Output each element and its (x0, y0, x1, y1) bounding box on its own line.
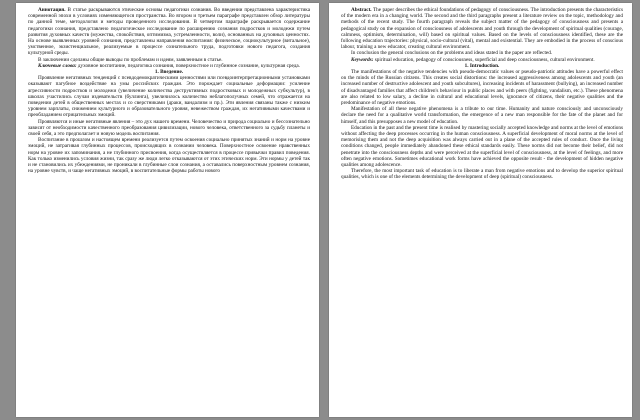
section-heading: 1. Introduction. (464, 62, 500, 69)
page-russian (16, 3, 319, 417)
keywords-text: spiritual education, pedagogy of consciousness, superficial and deep consciousness, cultural environment. (374, 56, 595, 63)
keywords-label: Ключевые слова: (38, 62, 77, 69)
body-paragraph: Проявление негативных тенденций с псевдодемократическими ценностями или псевдоинтерпретационными установками оказывают пагубное воздействие на умы российских граждан. Это порождает социальные деформации: усиление агрессивности подростков и молодежи (увеличение количества деструктивных подростковых и молодежных субкультур), в школах участились случаи издевательств (буллинга), увеличилось количество неблагополучных семей, что отражается на поведении детей в общественных местах и со сверстниками (драки, вандализм и пр.). Эти явления связаны также с низким уровнем зарплаты, снижением культурного и образовательного уровня, невежеством граждан, их негативными качествами и преобладанием отрицательных эмоций. (28, 75, 310, 119)
abstract-label: Аннотация. (38, 7, 66, 13)
keywords-paragraph (341, 57, 623, 63)
abstract-paragraph (341, 7, 623, 50)
conclusion-paragraph: В заключении сделаны общие выводы по проблемам и идеям, заявленным в статье. (38, 56, 223, 63)
section-heading: 1. Введение. (154, 69, 184, 76)
body-paragraph: Therefore, the most important task of education is to liberate a man from negative emotions and to develop the superior spiritual qualities, which is one of the elements determining the development of deep (spiritual) consciousness. (341, 168, 623, 181)
keywords-label: Keywords: (351, 56, 374, 63)
body-paragraph: Проявляются и иные негативные явления – это дух нашего времени. Человечество и природа социально и бессознательно зависят от необходимости качественного преобразования цивилизации, нового человека, ответственного за судьбу планеты и своей себя, а это предполагает и новую модель воспитания. (28, 118, 310, 138)
conclusion-paragraph: In conclusion the general conclusions on the problems and ideas stated in the paper are reflected. (351, 50, 553, 57)
body-paragraph: Education in the past and the present time is realised by mastering socially accepted knowledge and norms at the level of emotions without affecting the deep processes occurring in the human consciousness. A superficial development of moral norms at the level of memorising them and not the deep acquisition was always carried out in a plane of the accepted rules of conduct. Once the living conditions changed, people immediately abandoned these ethical standards easily. These norms did not become their belief, did not penetrate into the consciousness depths and were perceived at the superficial level of consciousness, at the level of feelings, and more often negative emotions. Sometimes educational work forms have achieved the opposite result - the development of hidden negative qualities among adolescence. (341, 124, 623, 169)
body-paragraph: Воспитание в прошлом и настоящем времени реализуется путем освоения социально принятых знаний и норм на уровне эмоций, не затрагивая глубинных процессов, происходящих в сознании человека. Поверхностное освоение нравственных норм на уровне их запоминания, а не глубинного присвоения, когда осуществляется в процессе привычки правил поведения. Как только изменились условия жизни, так сразу же люди легко отказываются от этих этических норм. Эти нормы у детей так и не становились их убеждениями, не проникали в глубинные слои сознания, а оставались поверхностным уровнем сознания, на уровне чувств, и чаще негативных эмоций, в воспитательные формы работы нового (28, 137, 310, 175)
keywords-text: духовное воспитание, педагогика сознания, поверхностное и глубинное сознание, культурная среда. (77, 62, 300, 69)
abstract-label: Abstract. (351, 7, 372, 13)
body-paragraph: The manifestations of the negative tendencies with pseudo-democratic values or pseudo-patriotic attitudes have a powerful effect on the minds of the Russian citizens. This creates social distortions: the increased aggressiveness among adolescents and youth (an increased number of destructive adolescent and youth subcultures), increasing incidents of harassment (bullying), an increased number of disadvantaged families that affect children's behaviour in public places and with peers (fighting, vandalism, etc.). These phenomena are also related to low salary, a decline in cultural and educational levels, ignorance of citizens, their negative qualities and the predominance of negative emotions. (341, 69, 623, 107)
abstract-text: The paper describes the ethical foundations of pedagogy of consciousness. The introduction presents the characteristics of the modern era in a changing world. The second and the third paragraphs present a literature review on the topic, methodology and methods of the recent study. The fourth paragraph reveals the subject matter of the pedagogy of consciousness and presents a pedagogical study on the expansion of consciousness of adolescents and youth through the development of spiritual qualities (courage, calmness, optimism, determination, will) based on spiritual values. Based on the levels of consciousness identified, these are the following education trajectories: physical, socio-cultural (vital), mental and existential. They are embodied in the process of conscious labour, training a new educator, creating cultural environment. (341, 7, 624, 51)
abstract-text: В статье раскрываются этические основы педагогики сознания. Во введении представлена характеристика современной эпохи в условиях изменяющегося пространства. Во втором и третьем параграфе представлен обзор литературы по данной теме, методология и методы проведенного исследования. В четвертом параграфе раскрывается содержание педагогики сознания, представлено педагогическое исследование по расширению сознания подростков и молодежи путем развития духовных качеств (мужества, спокойствия, оптимизма, устремленности, воли), основанных на духовных ценностях. На основе выявленных уровней сознания, представлены направления воспитания: физическое, социокультурное (витальное), умственное, экзистенциальное, реализуемые в процессе сознательного труда, подготовки нового педагога, создания культурной среды. (28, 7, 310, 57)
page-english (329, 3, 632, 417)
abstract-paragraph (28, 7, 310, 57)
body-paragraph: Manifestation of all these negative phenomena is a tribute to our time. Humanity and nature consciously and unconsciously declare the need for a qualitative world transformation, the emergence of a new man responsible for the fate of the planet and for himself, and this presupposes a new model of education. (341, 106, 623, 125)
